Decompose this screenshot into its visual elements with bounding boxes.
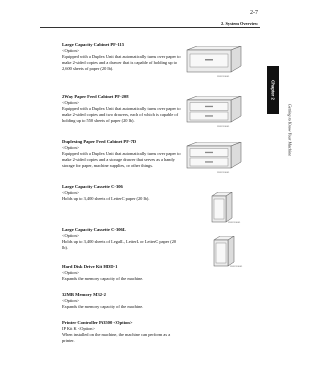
item-option: <Option> [62, 189, 80, 195]
section-title: 2. System Overview [221, 21, 258, 26]
item-c-306l [62, 227, 182, 251]
item-description: When installed on the machine, the machine can perform as a printer. [62, 331, 171, 343]
page-header [0, 0, 300, 40]
pf-208-illustration [183, 96, 243, 128]
item-pf-115 [62, 42, 182, 72]
c-306l-illustration [212, 236, 243, 268]
item-title: 2Way Paper Feed Cabinet PF-208 [62, 94, 129, 99]
item-c-306 [62, 184, 182, 202]
c-306-illustration [210, 192, 241, 224]
figure-code: 1182O11001 [217, 76, 230, 78]
item-title: Hard Disk Drive Kit HDD-1 [62, 264, 118, 269]
item-description: Equipped with a Duplex Unit that automatically turns over paper to make 2-sided copies and a storage drawer that serves as a handy storage for paper, machine supplies, or other things. [62, 150, 181, 168]
item-description: Holds up to 3,400 sheets of LegalL, LetterL or LetterC paper (20 lb). [62, 238, 177, 250]
figure-code: 1182O11001 [230, 266, 243, 268]
chapter-title: Getting to Know Your Machine [287, 103, 293, 157]
item-description: Expands the memory capacity of the machine. [62, 303, 144, 309]
item-pf-7d [62, 139, 182, 169]
item-option: <Option> [62, 297, 80, 303]
item-description: Holds up to 3,400 sheets of LetterC paper (20 lb). [62, 195, 150, 201]
page-number: 2-7 [250, 10, 258, 16]
pf-7d-illustration [183, 142, 243, 174]
item-hdd-1 [62, 264, 182, 282]
item-title: Printer Controller Pi3500 <Option> [62, 320, 133, 325]
item-pi3500 [62, 320, 182, 344]
item-option: <Option> [62, 99, 80, 105]
item-description: Equipped with a Duplex Unit that automatically turns over paper to make 2-sided copies and two drawers, each of which is capable of holding up to 550 sheets of paper (20 lb). [62, 105, 181, 123]
item-m32-2 [62, 292, 182, 310]
figure-code: 1182O11001 [217, 172, 230, 174]
item-pf-208 [62, 94, 182, 124]
chapter-tab: Chapter 2 [267, 66, 279, 114]
item-option: <Option> [62, 144, 80, 150]
item-option: <Option> [62, 269, 80, 275]
item-title: 32MB Memory M32-2 [62, 292, 106, 297]
header-rule [40, 27, 260, 28]
item-title: Large Capacity Cassette C-306 [62, 184, 123, 189]
item-description: Equipped with a Duplex Unit that automatically turns over paper to make 2-sided copies and a drawer that is capable of holding up to 2,600 sheets of paper (20 lb). [62, 53, 181, 71]
item-title: Duplexing Paper Feed Cabinet PF-7D [62, 139, 137, 144]
figure-code: 1182O11001 [217, 126, 230, 128]
item-option: IP Kit K <Option> [62, 325, 95, 331]
item-description: Expands the memory capacity of the machine. [62, 275, 144, 281]
figure-code: 1182O11001 [228, 222, 241, 224]
item-title: Large Capacity Cassette C-306L [62, 227, 126, 232]
item-title: Large Capacity Cabinet PF-115 [62, 42, 125, 47]
pf-115-illustration [183, 46, 243, 78]
item-option: <Option> [62, 232, 80, 238]
item-option: <Option> [62, 47, 80, 53]
